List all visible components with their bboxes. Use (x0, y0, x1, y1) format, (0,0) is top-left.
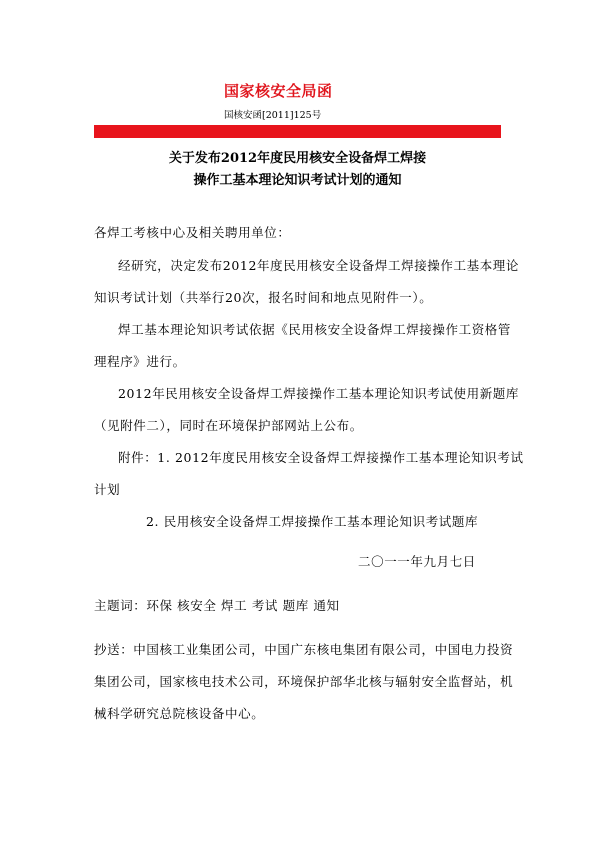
red-divider-bar (94, 125, 501, 138)
paragraph-3-line-2: （见附件二），同时在环境保护部网站上公布。 (94, 418, 363, 433)
attachment-line-3: 2. 民用核安全设备焊工焊接操作工基本理论知识考试题库 (146, 514, 479, 529)
cc-line-2: 集团公司，国家核电技术公司，环境保护部华北核与辐射安全监督站，机 (94, 674, 514, 689)
paragraph-1-line-1: 经研究，决定发布2012年度民用核安全设备焊工焊接操作工基本理论 (118, 258, 520, 273)
keywords: 主题词：环保 核安全 焊工 考试 题库 通知 (94, 598, 340, 613)
subject-title-line-1: 关于发布2012年度民用核安全设备焊工焊接 (168, 151, 427, 166)
paragraph-2-line-2: 理程序》进行。 (94, 354, 186, 369)
paragraph-2-line-1: 焊工基本理论知识考试依据《民用核安全设备焊工焊接操作工资格管 (118, 322, 512, 337)
cc-line-1: 抄送：中国核工业集团公司，中国广东核电集团有限公司，中国电力投资 (94, 642, 514, 657)
cc-line-3: 械科学研究总院核设备中心。 (94, 706, 265, 721)
attachment-line-2: 计划 (94, 482, 121, 497)
attachment-line-1: 附件：1. 2012年度民用核安全设备焊工焊接操作工基本理论知识考试 (118, 450, 524, 465)
issue-date: 二〇一一年九月七日 (358, 554, 476, 569)
salutation: 各焊工考核中心及相关聘用单位： (94, 225, 291, 240)
document-number: 国核安函[2011]125号 (224, 110, 322, 121)
subject-title-line-2: 操作工基本理论知识考试计划的通知 (193, 173, 402, 188)
paragraph-1-line-2: 知识考试计划（共举行20次，报名时间和地点见附件一）。 (94, 290, 433, 305)
agency-letter-title: 国家核安全局函 (224, 82, 333, 100)
paragraph-3-line-1: 2012年民用核安全设备焊工焊接操作工基本理论知识考试使用新题库 (118, 386, 520, 401)
